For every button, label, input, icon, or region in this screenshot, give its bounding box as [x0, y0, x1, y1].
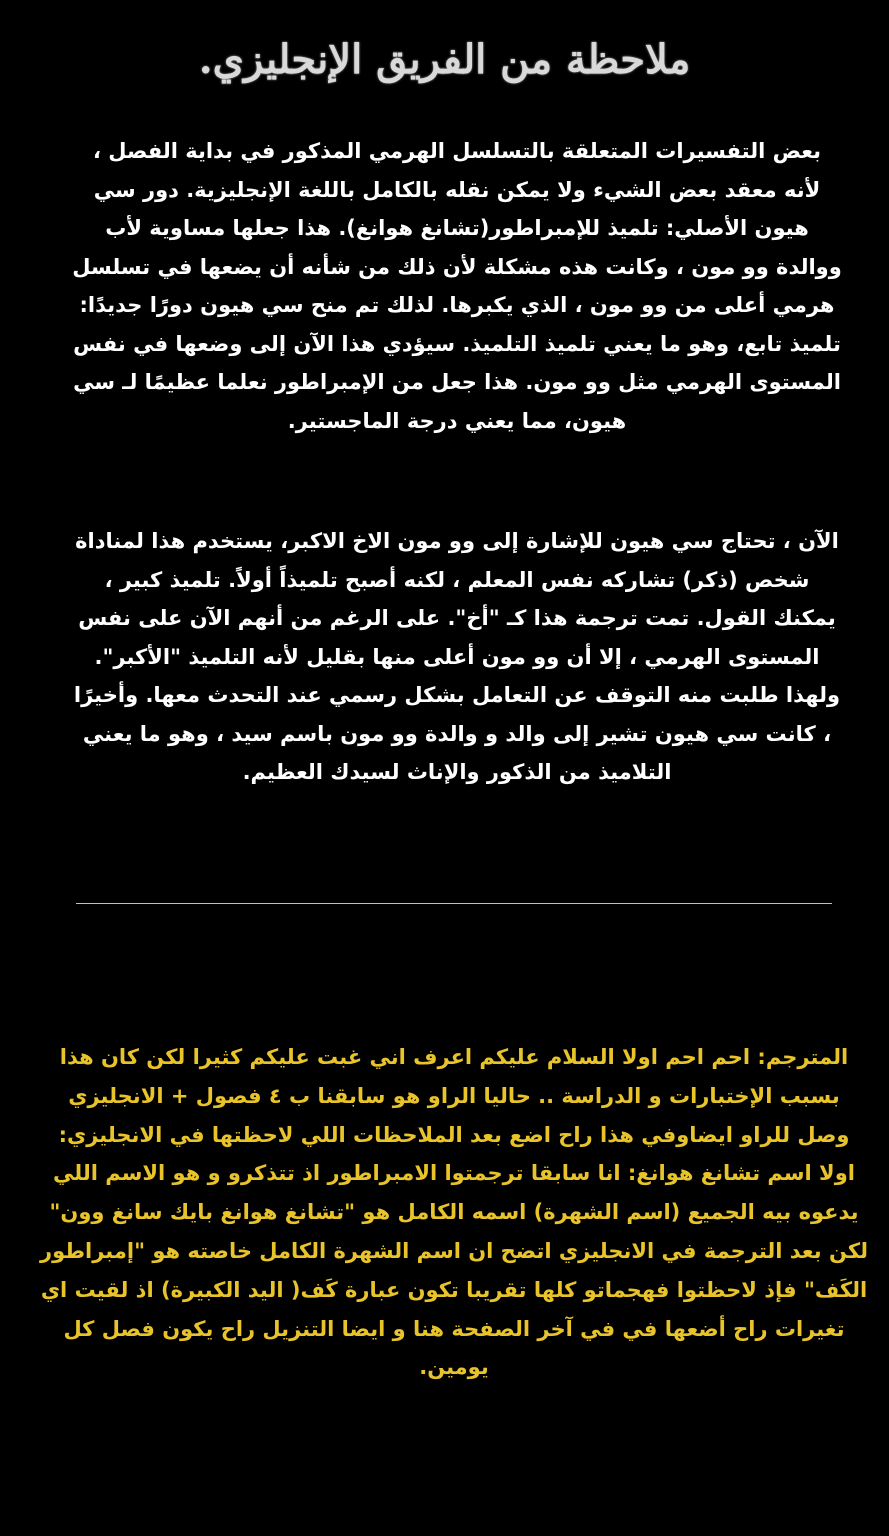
team-note-paragraph-1: بعض التفسيرات المتعلقة بالتسلسل الهرمي المذكور في بداية الفصل ، لأنه معقد بعض الشيء ولا يمكن نقله بالكامل باللغة الإنجليزية. دور سي هيون الأصلي: تلميذ للإمبراطور(تشانغ هوانغ). هذا جعلها مساوية لأب ووالدة وو مون ، وكانت هذه مشكلة لأن ذلك من شأنه أن يضعها في تسلسل هرمي أعلى من وو مون ، الذي يكبرها. لذلك تم منح سي هيون دورًا جديدًا: تلميذ تابع، وهو ما يعني تلميذ التلميذ. سيؤدي هذا الآن إلى وضعها في نفس المستوى الهرمي مثل وو مون. هذا جعل من الإمبراطور نعلما عظيمًا لـ سي هيون، مما يعني درجة الماجستير.: [72, 139, 842, 433]
translator-note: المترجم: احم احم اولا السلام عليكم اعرف اني غبت عليكم كثيرا لكن كان هذا بسبب الإختبارات و الدراسة .. حاليا الراو هو سابقنا ب ٤ فصول + الانجليزي وصل للراو ايضاوفي هذا راح اضع بعد الملاحظات اللي لاحظتها في الانجليزي: اولا اسم تشانغ هوانغ: انا سابقا ترجمتوا الامبراطور اذ تتذكرو و هو الاسم اللي يدعوه بيه الجميع (اسم الشهرة) اسمه الكامل هو "تشانغ هوانغ بايك سانغ وون" لكن بعد الترجمة في الانجليزي اتضح ان اسم الشهرة الكامل خاصته هو "إمبراطور الكَف" فإذ لاحظتوا فهجماتو كلها تقريبا تكون عبارة كَف( اليد الكبيرة) اذ لقيت اي تغيرات راح أضعها في في آخر الصفحة هنا و ايضا التنزيل راح يكون فصل كل يومين.: [40, 1045, 868, 1380]
section-divider: [76, 903, 832, 904]
team-note-paragraph-2: الآن ، تحتاج سي هيون للإشارة إلى وو مون الاخ الاكبر، يستخدم هذا لمناداة شخص (ذكر) تشاركه نفس المعلم ، لكنه أصبح تلميذاً أولاً. تلميذ كبير ، يمكنك القول. تمت ترجمة هذا كـ "أخ". على الرغم من أنهم الآن على نفس المستوى الهرمي ، إلا أن وو مون أعلى منها بقليل لأنه التلميذ "الأكبر". ولهذا طلبت منه التوقف عن التعامل بشكل رسمي عند التحدث معها. وأخيرًا ، كانت سي هيون تشير إلى والد و والدة وو مون باسم سيد ، وهو ما يعني التلاميذ من الذكور والإناث لسيدك العظيم.: [73, 529, 841, 784]
page-title: ملاحظة من الفريق الإنجليزي.: [198, 36, 691, 83]
